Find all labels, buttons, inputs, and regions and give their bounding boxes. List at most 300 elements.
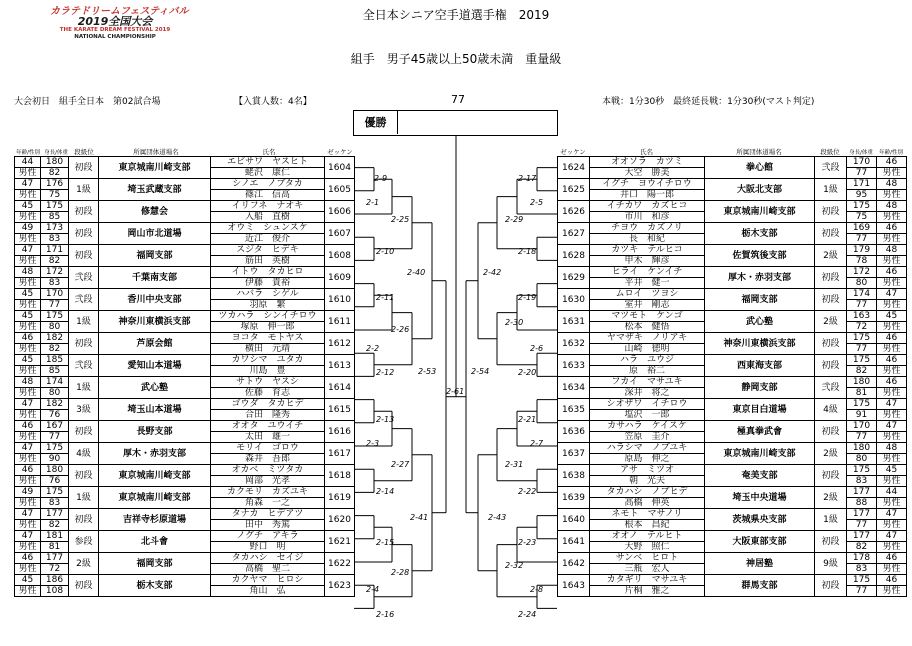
match-label: 2-23 [518, 538, 537, 547]
entrant-height: 175 [847, 355, 877, 366]
entrant-height: 174 [847, 289, 877, 300]
entrant-name-kana: ハラシマ ノブユキ [590, 443, 705, 454]
entrant-age: 46 [877, 377, 907, 388]
entrant-sex: 男性 [877, 344, 907, 355]
entrant-name-kana: ノグチ アキラ [211, 531, 325, 542]
entrant-age: 47 [877, 509, 907, 520]
match-label: 2-9 [374, 174, 388, 183]
match-label: 2-31 [505, 460, 524, 469]
match-label: 2-18 [518, 247, 537, 256]
entrant-weight: 77 [847, 344, 877, 355]
entrant-weight: 76 [41, 410, 69, 421]
entrant-height: 180 [847, 377, 877, 388]
entrant-name-kana: アサ ミツオ [590, 465, 705, 476]
entrant-age: 48 [15, 267, 41, 278]
entrant-dojo: 厚木・赤羽支部 [705, 267, 815, 289]
entrant-name-kanji: 甲木 輝彦 [590, 256, 705, 267]
entrant-weight: 77 [847, 234, 877, 245]
entrant-sex: 男性 [15, 454, 41, 465]
entrant-dojo: 福岡支部 [99, 245, 211, 267]
entrant-height: 181 [41, 531, 69, 542]
match-label: 2-54 [471, 367, 490, 376]
entrant-number: 1622 [325, 553, 355, 575]
entrant-height: 175 [847, 201, 877, 212]
entrant-number: 1624 [558, 157, 590, 179]
entrant-dojo: 西東海支部 [705, 355, 815, 377]
match-label: 2-2 [366, 344, 380, 353]
entrant-height: 173 [41, 223, 69, 234]
match-label: 2-43 [488, 513, 507, 522]
entrant-age: 47 [877, 421, 907, 432]
match-label: 2-8 [530, 585, 544, 594]
match-label: 2-22 [518, 487, 537, 496]
entrant-sex: 男性 [877, 168, 907, 179]
entrant-name-kana: モリイ ゴロウ [211, 443, 325, 454]
match-label: 2-17 [518, 174, 537, 183]
entrant-name-kana: カワシマ ユタカ [211, 355, 325, 366]
entrant-rank: 1級 [815, 179, 847, 201]
entrant-weight: 75 [847, 212, 877, 223]
entrant-age: 46 [15, 421, 41, 432]
entrant-rank: 初段 [69, 245, 99, 267]
entrant-rank: 弐段 [69, 267, 99, 289]
entrant-height: 180 [847, 443, 877, 454]
entrant-height: 163 [847, 311, 877, 322]
entrant-rank: 9級 [815, 553, 847, 575]
entrant-number: 1643 [558, 575, 590, 597]
entrant-age: 46 [877, 333, 907, 344]
entrant-age: 45 [15, 311, 41, 322]
entrant-weight: 91 [847, 410, 877, 421]
entrant-number: 1618 [325, 465, 355, 487]
entrant-height: 172 [41, 267, 69, 278]
entrant-number: 1619 [325, 487, 355, 509]
match-label: 2-24 [518, 610, 537, 619]
entrant-dojo: 極真拳武會 [705, 421, 815, 443]
entrant-rank: 弐段 [815, 157, 847, 179]
entrant-dojo: 福岡支部 [705, 289, 815, 311]
entrant-dojo: 東京城南川崎支部 [99, 465, 211, 487]
entrant-name-kana: チヨウ カズノリ [590, 223, 705, 234]
entrant-age: 49 [15, 223, 41, 234]
entrant-name-kanji: 蛯沢 康仁 [211, 168, 325, 179]
entrant-name-kana: オオソラ カツミ [590, 157, 705, 168]
entrant-name-kana: カタギリ マサユキ [590, 575, 705, 586]
entrant-name-kana: シオザワ イチロウ [590, 399, 705, 410]
header-number: ゼッケン [327, 148, 353, 156]
entrant-age: 48 [877, 443, 907, 454]
match-label: 2-26 [391, 325, 410, 334]
entrant-height: 175 [847, 399, 877, 410]
entrant-weight: 80 [847, 454, 877, 465]
entrant-weight: 90 [41, 454, 69, 465]
entrant-name-kanji: 山崎 徳明 [590, 344, 705, 355]
match-rules: 本戦：1分30秒 最終延長戦：1分30秒(マスト判定) [602, 97, 815, 107]
logo-line-1: カラテドリームフェスティバル [50, 6, 189, 17]
entrant-weight: 77 [847, 520, 877, 531]
entrant-sex: 男性 [877, 542, 907, 553]
entrant-sex: 男性 [877, 234, 907, 245]
entrant-number: 1635 [558, 399, 590, 421]
entrant-dojo: 東京城南川崎支部 [705, 201, 815, 223]
entrant-dojo: 神奈川東横浜支部 [705, 333, 815, 355]
entrant-height: 176 [41, 179, 69, 190]
entrant-height: 169 [847, 223, 877, 234]
entrant-height: 174 [41, 377, 69, 388]
entrant-rank: 初段 [815, 465, 847, 487]
entrant-height: 175 [41, 311, 69, 322]
entrant-sex: 男性 [15, 432, 41, 443]
entrant-weight: 82 [847, 366, 877, 377]
entrant-age: 47 [15, 179, 41, 190]
bracket-number: 77 [451, 93, 465, 106]
entrant-sex: 男性 [877, 366, 907, 377]
entrant-height: 175 [41, 443, 69, 454]
entrant-name-kana: ムロイ ツヨシ [590, 289, 705, 300]
entrant-height: 180 [41, 157, 69, 168]
entrant-dojo: 佐賀筑後支部 [705, 245, 815, 267]
entrant-weight: 80 [41, 322, 69, 333]
entrant-dojo: 武心塾 [99, 377, 211, 399]
entrant-number: 1616 [325, 421, 355, 443]
entrant-dojo: 修慧会 [99, 201, 211, 223]
entrant-dojo: 栃木支部 [99, 575, 211, 597]
entrant-number: 1631 [558, 311, 590, 333]
match-label: 2-10 [376, 247, 395, 256]
entrant-rank: 2級 [69, 553, 99, 575]
entrant-weight: 82 [41, 520, 69, 531]
entrant-rank: 初段 [815, 355, 847, 377]
entrant-age: 47 [15, 399, 41, 410]
entrant-number: 1633 [558, 355, 590, 377]
entrant-rank: 1級 [69, 487, 99, 509]
entrant-rank: 1級 [815, 509, 847, 531]
entrant-age: 45 [15, 289, 41, 300]
entrant-number: 1626 [558, 201, 590, 223]
entrant-name-kana: オウミ シュンスケ [211, 223, 325, 234]
entrant-number: 1609 [325, 267, 355, 289]
entrant-number: 1623 [325, 575, 355, 597]
entrant-sex: 男性 [15, 212, 41, 223]
entrant-name-kana: カクヤマ ヒロシ [211, 575, 325, 586]
entrant-rank: 初段 [69, 157, 99, 179]
entrant-dojo: 茨城県央支部 [705, 509, 815, 531]
entrant-dojo: 埼玉武蔵支部 [99, 179, 211, 201]
entrant-number: 1604 [325, 157, 355, 179]
entrant-sex: 男性 [877, 300, 907, 311]
entrant-number: 1638 [558, 465, 590, 487]
entrant-weight: 80 [847, 278, 877, 289]
entrant-weight: 81 [41, 542, 69, 553]
entrant-height: 186 [41, 575, 69, 586]
entrant-name-kana: ゴウダ タカヒデ [211, 399, 325, 410]
entrant-age: 47 [15, 245, 41, 256]
entrant-name-kana: イチカワ カズヒコ [590, 201, 705, 212]
entrant-weight: 83 [41, 278, 69, 289]
match-label: 2-27 [391, 460, 410, 469]
match-label: 2-15 [376, 538, 395, 547]
header-age-sex: 年齢/性別 [16, 150, 40, 156]
entrant-name-kana: オカベ ミツタカ [211, 465, 325, 476]
entrant-number: 1632 [558, 333, 590, 355]
entrant-number: 1627 [558, 223, 590, 245]
entrant-dojo: 千葉南支部 [99, 267, 211, 289]
entrant-dojo: 神居塾 [705, 553, 815, 575]
entrant-dojo: 北斗會 [99, 531, 211, 553]
header-age-sex-right: 年齢/性別 [879, 150, 903, 156]
entrant-sex: 男性 [15, 586, 41, 597]
entrant-name-kana: カサハラ ケイスケ [590, 421, 705, 432]
entrant-number: 1640 [558, 509, 590, 531]
entrant-name-kana: ハバラ シゲル [211, 289, 325, 300]
entrant-rank: 初段 [69, 421, 99, 443]
entrant-age: 47 [15, 443, 41, 454]
entrant-dojo: 福岡支部 [99, 553, 211, 575]
header-rank-right: 段級位 [820, 148, 840, 156]
entrant-name-kanji: 塩沢 一郎 [590, 410, 705, 421]
entrant-name-kanji: 平井 健一 [590, 278, 705, 289]
entrant-name-kanji: 角森 一之 [211, 498, 325, 509]
entrant-number: 1610 [325, 289, 355, 311]
entrant-name-kanji: 松本 健悟 [590, 322, 705, 333]
entrant-name-kana: ツカハラ シンイチロウ [211, 311, 325, 322]
entrant-sex: 男性 [15, 542, 41, 553]
entrant-weight: 76 [41, 476, 69, 487]
entrant-rank: 1級 [69, 179, 99, 201]
entrant-dojo: 神奈川東横浜支部 [99, 311, 211, 333]
entrant-sex: 男性 [877, 454, 907, 465]
entrant-number: 1639 [558, 487, 590, 509]
entrant-name-kana: オオノ テルヒト [590, 531, 705, 542]
entrant-dojo: 拳心館 [705, 157, 815, 179]
entrant-rank: 2級 [815, 487, 847, 509]
entrant-age: 45 [15, 355, 41, 366]
entrant-sex: 男性 [877, 520, 907, 531]
entrant-height: 171 [847, 179, 877, 190]
entrant-name-kanji: 片桐 雅之 [590, 586, 705, 597]
match-label: 2-14 [376, 487, 395, 496]
entrant-age: 48 [15, 377, 41, 388]
entrant-dojo: 埼玉山本道場 [99, 399, 211, 421]
entrant-sex: 男性 [15, 366, 41, 377]
entrant-name-kanji: 篠江 信高 [211, 190, 325, 201]
match-label: 2-21 [518, 415, 537, 424]
match-label: 2-28 [391, 568, 410, 577]
entrant-height: 182 [41, 399, 69, 410]
entrant-name-kanji: 川島 豊 [211, 366, 325, 377]
entrant-dojo: 愛知山本道場 [99, 355, 211, 377]
entrant-name-kana: ハラ ユウジ [590, 355, 705, 366]
entrant-name-kanji: 塚原 伸一郎 [211, 322, 325, 333]
entrant-sex: 男性 [877, 476, 907, 487]
entrant-weight: 77 [847, 300, 877, 311]
entrant-rank: 3級 [69, 399, 99, 421]
entrant-dojo: 東京目白道場 [705, 399, 815, 421]
entrant-age: 48 [877, 201, 907, 212]
entrant-height: 171 [41, 245, 69, 256]
entrant-name-kanji: 横田 元靖 [211, 344, 325, 355]
match-label: 2-7 [530, 439, 544, 448]
entrant-height: 175 [847, 333, 877, 344]
entrant-number: 1637 [558, 443, 590, 465]
match-label: 2-13 [376, 415, 395, 424]
entrant-weight: 77 [41, 300, 69, 311]
entrant-height: 175 [41, 487, 69, 498]
entrant-weight: 82 [847, 542, 877, 553]
entrant-height: 170 [847, 421, 877, 432]
entrant-dojo: 芦原会館 [99, 333, 211, 355]
page-title: 全日本シニア空手道選手権 2019 [362, 8, 550, 22]
match-label: 2-61 [446, 387, 465, 396]
entrant-dojo: 栃木支部 [705, 223, 815, 245]
entrant-name-kanji: 野口 明 [211, 542, 325, 553]
entrant-name-kana: オオタ ユウイチ [211, 421, 325, 432]
match-label: 2-41 [410, 513, 429, 522]
entrant-age: 47 [15, 531, 41, 542]
entrant-weight: 95 [847, 190, 877, 201]
entrant-height: 170 [847, 157, 877, 168]
entrant-dojo: 埼玉中央道場 [705, 487, 815, 509]
entrant-weight: 81 [847, 388, 877, 399]
entrant-weight: 75 [41, 190, 69, 201]
entrant-name-kanji: 森井 吾郎 [211, 454, 325, 465]
entrant-name-kanji: 高橋 聖二 [211, 564, 325, 575]
entrant-sex: 男性 [15, 168, 41, 179]
entrant-number: 1642 [558, 553, 590, 575]
header-height-weight-right: 身長/体重 [849, 150, 873, 156]
entrant-dojo: 吉祥寺杉原道場 [99, 509, 211, 531]
entrant-weight: 77 [41, 432, 69, 443]
entrant-rank: 弐段 [815, 377, 847, 399]
entrant-age: 44 [15, 157, 41, 168]
entrant-dojo: 東京城南川崎支部 [99, 157, 211, 179]
entrant-rank: 初段 [69, 575, 99, 597]
entrant-age: 46 [877, 223, 907, 234]
entrant-name-kanji: 長 和紀 [590, 234, 705, 245]
entrant-weight: 82 [41, 344, 69, 355]
entrant-age: 44 [877, 487, 907, 498]
entrant-weight: 108 [41, 586, 69, 597]
entrant-rank: 初段 [815, 201, 847, 223]
entrant-sex: 男性 [877, 498, 907, 509]
entrant-weight: 83 [41, 498, 69, 509]
entrant-weight: 85 [41, 212, 69, 223]
entrant-number: 1641 [558, 531, 590, 553]
entrant-height: 182 [41, 333, 69, 344]
entrant-number: 1634 [558, 377, 590, 399]
entrant-weight: 83 [847, 564, 877, 575]
entrant-rank: 初段 [815, 267, 847, 289]
entrant-rank: 初段 [815, 289, 847, 311]
entrant-dojo: 東京城南川崎支部 [705, 443, 815, 465]
entrant-name-kana: マツモト ケンゴ [590, 311, 705, 322]
match-label: 2-32 [505, 561, 524, 570]
entrant-name-kanji: 太田 雄一 [211, 432, 325, 443]
header-dojo-right: 所属団体道場名 [736, 148, 782, 156]
entrant-number: 1628 [558, 245, 590, 267]
entrant-age: 47 [877, 399, 907, 410]
entrant-height: 175 [847, 465, 877, 476]
entrant-rank: 1級 [69, 377, 99, 399]
entrant-height: 175 [41, 201, 69, 212]
match-label: 2-4 [366, 585, 380, 594]
entrant-rank: 4級 [69, 443, 99, 465]
entrant-number: 1607 [325, 223, 355, 245]
entrant-sex: 男性 [877, 190, 907, 201]
entrant-sex: 男性 [15, 300, 41, 311]
entrant-rank: 2級 [815, 311, 847, 333]
entrant-name-kanji: 室井 剛志 [590, 300, 705, 311]
entrant-sex: 男性 [15, 476, 41, 487]
entrant-number: 1612 [325, 333, 355, 355]
entrant-dojo: 厚木・赤羽支部 [99, 443, 211, 465]
entrant-sex: 男性 [877, 388, 907, 399]
entrant-age: 45 [877, 311, 907, 322]
entrant-name-kanji: 原 裕二 [590, 366, 705, 377]
entrant-name-kanji: 羽原 繁 [211, 300, 325, 311]
entrant-sex: 男性 [15, 388, 41, 399]
entrant-weight: 80 [41, 388, 69, 399]
header-rank: 段級位 [74, 148, 94, 156]
logo-line-4: NATIONAL CHAMPIONSHIP [74, 34, 156, 40]
match-label: 2-53 [418, 367, 437, 376]
entrant-name-kanji: 伊藤 貴裕 [211, 278, 325, 289]
entrant-age: 48 [877, 179, 907, 190]
entrant-number: 1630 [558, 289, 590, 311]
entrant-age: 49 [15, 487, 41, 498]
entrant-sex: 男性 [877, 256, 907, 267]
entrant-weight: 77 [847, 586, 877, 597]
entrant-name-kana: イトウ タカヒロ [211, 267, 325, 278]
entrant-weight: 72 [847, 322, 877, 333]
entrant-weight: 88 [847, 498, 877, 509]
entrant-weight: 83 [847, 476, 877, 487]
entrant-number: 1625 [558, 179, 590, 201]
entrant-rank: 参段 [69, 531, 99, 553]
entrant-rank: 初段 [69, 223, 99, 245]
entrant-sex: 男性 [15, 256, 41, 267]
match-label: 2-1 [366, 198, 380, 207]
entrant-weight: 85 [41, 366, 69, 377]
entrant-name-kana: カツキ テルヒコ [590, 245, 705, 256]
entrant-sex: 男性 [877, 212, 907, 223]
header-dojo: 所属団体道場名 [133, 148, 179, 156]
entrant-name-kanji: 大野 照仁 [590, 542, 705, 553]
entrant-age: 47 [877, 289, 907, 300]
entrant-rank: 初段 [69, 333, 99, 355]
entrant-name-kanji: 大空 勝美 [590, 168, 705, 179]
entrant-weight: 78 [847, 256, 877, 267]
entrant-number: 1608 [325, 245, 355, 267]
entrant-name-kana: カクモリ カズユキ [211, 487, 325, 498]
entrant-rank: 4級 [815, 399, 847, 421]
entrant-name-kanji: 市川 和彦 [590, 212, 705, 223]
entrant-name-kanji: 高橋 伸英 [590, 498, 705, 509]
match-label: 2-16 [376, 610, 395, 619]
entrant-name-kanji: 朝 光夫 [590, 476, 705, 487]
match-label: 2-5 [530, 198, 544, 207]
match-label: 2-6 [530, 344, 544, 353]
entrant-number: 1636 [558, 421, 590, 443]
entrant-number: 1620 [325, 509, 355, 531]
entrant-sex: 男性 [877, 586, 907, 597]
entrant-dojo: 香川中央支部 [99, 289, 211, 311]
entrant-name-kana: タナカ ヒデアツ [211, 509, 325, 520]
entrant-sex: 男性 [877, 410, 907, 421]
entrant-weight: 82 [41, 168, 69, 179]
entrant-name-kana: サンベ ヒロト [590, 553, 705, 564]
entrant-height: 179 [847, 245, 877, 256]
